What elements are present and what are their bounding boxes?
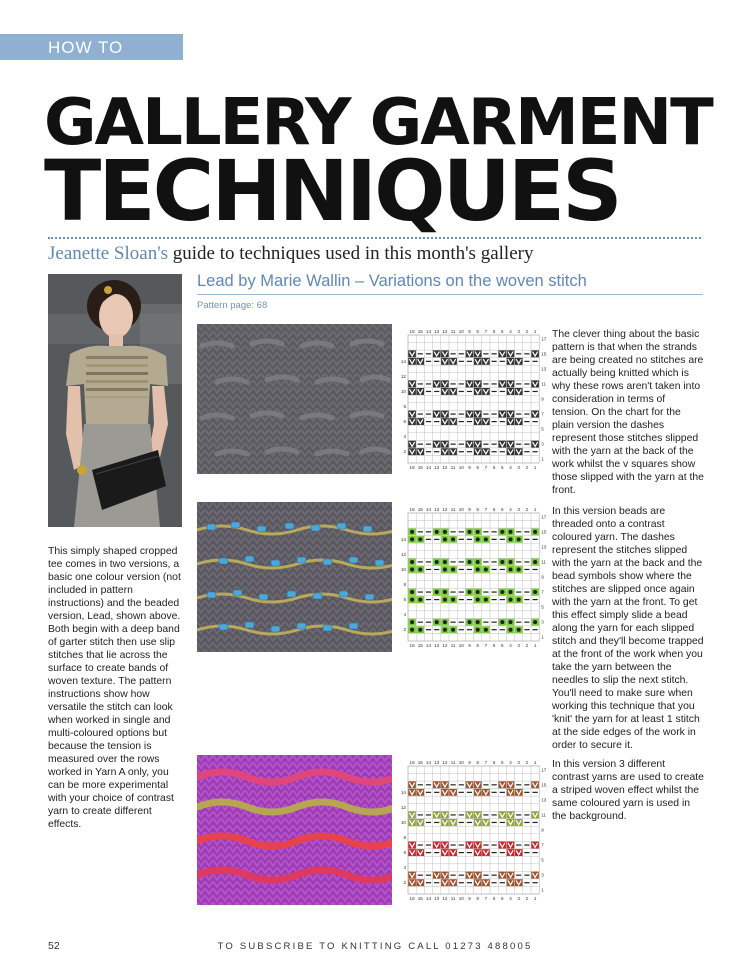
- chart-bead-symbol: [476, 598, 480, 602]
- chart-col-number: 8: [476, 465, 479, 470]
- chart-col-number: 9: [468, 507, 471, 512]
- chart-col-number: 8: [476, 329, 479, 334]
- chart-col-number: 4: [509, 465, 512, 470]
- chart-bead-symbol: [533, 560, 537, 564]
- chart-row-label: 10: [400, 566, 406, 572]
- subtitle: [48, 243, 708, 265]
- chart-col-number: 11: [450, 896, 456, 901]
- chart-col-number: 11: [450, 643, 456, 648]
- chart-bead-symbol: [476, 628, 480, 632]
- chart-bead-symbol: [435, 560, 439, 564]
- chart-col-number: 8: [476, 896, 479, 901]
- chart-row-label: 1: [541, 456, 544, 462]
- chart-bead-symbol: [443, 598, 447, 602]
- chart-col-number: 16: [409, 896, 415, 901]
- chart-row-label: 9: [541, 396, 544, 402]
- chart-col-number: 14: [425, 643, 432, 648]
- chart-col-number: 2: [525, 465, 529, 470]
- chart-col-number: 6: [492, 465, 496, 470]
- chart-col-number: 12: [442, 760, 448, 765]
- chart-col-number: 6: [492, 896, 496, 901]
- chart-col-number: 1: [533, 329, 537, 334]
- chart-bead-symbol: [443, 628, 447, 632]
- version3-text: In this version 3 different contrast yarns are used to create a striped woven effect whilst the same coloured yarn is used in the background.: [552, 759, 704, 822]
- chart-col-number: 1: [533, 507, 537, 512]
- page-number: 52: [48, 940, 60, 952]
- pattern-page-ref: Pattern page: 68: [197, 300, 268, 311]
- chart-bead-symbol: [509, 530, 513, 534]
- chart-col-number: 11: [450, 465, 456, 470]
- chart-row-label: 6: [403, 597, 406, 603]
- chart-bead-symbol: [509, 590, 513, 594]
- chart-bead-symbol: [533, 590, 537, 594]
- chart-bead-symbol: [468, 560, 472, 564]
- chart-row-label: 6: [403, 419, 406, 425]
- chart-row-label: 17: [541, 336, 547, 342]
- chart-bead-symbol: [410, 598, 414, 602]
- chart-col-number: 7: [484, 465, 488, 470]
- chart-col-number: 6: [492, 507, 496, 512]
- chart-col-number: 4: [509, 507, 512, 512]
- chart-col-number: 12: [442, 329, 448, 334]
- chart-row-label: 5: [541, 857, 544, 863]
- chart-col-number: 16: [409, 465, 415, 470]
- chart-col-number: 13: [434, 465, 440, 470]
- chart-col-number: 14: [425, 329, 432, 334]
- chart-col-number: 13: [434, 329, 440, 334]
- chart-bead-symbol: [443, 530, 447, 534]
- chart-col-number: 7: [484, 896, 488, 901]
- chart-col-number: 15: [417, 760, 423, 765]
- chart-col-number: 5: [501, 465, 504, 470]
- chart-bead-symbol: [509, 598, 513, 602]
- chart-col-number: 3: [517, 896, 520, 901]
- chart-row-label: 10: [400, 388, 406, 394]
- chart-bead-symbol: [418, 598, 422, 602]
- chart-col-number: 2: [525, 507, 529, 512]
- garment-heading: Lead by Marie Wallin – Variations on the woven stitch: [197, 272, 703, 295]
- chart-row-label: 6: [403, 850, 406, 856]
- chart-bead-symbol: [410, 537, 414, 541]
- chart-col-number: 1: [533, 760, 537, 765]
- chart-row-label: 11: [541, 381, 546, 387]
- chart-col-number: 6: [492, 643, 496, 648]
- chart-row-label: 8: [403, 835, 406, 841]
- chart-col-number: 3: [517, 643, 520, 648]
- chart-bead-symbol: [509, 620, 513, 624]
- chart-row-label: 13: [541, 797, 547, 803]
- chart-row-label: 5: [541, 426, 544, 432]
- chart-bead-symbol: [451, 537, 455, 541]
- chart-row-label: 3: [541, 441, 544, 447]
- chart-col-number: 2: [525, 760, 529, 765]
- section-tab: HOW TO: [0, 34, 183, 60]
- chart-col-number: 11: [450, 507, 456, 512]
- chart-col-number: 10: [458, 643, 464, 648]
- chart-col-number: 1: [533, 465, 537, 470]
- chart-row-label: 17: [541, 514, 547, 520]
- chart-row-label: 4: [403, 865, 406, 871]
- chart-bead-symbol: [500, 620, 504, 624]
- chart-col-number: 13: [434, 896, 440, 901]
- chart-col-number: 8: [476, 643, 479, 648]
- chart-row-label: 8: [403, 404, 406, 410]
- chart-col-number: 4: [509, 643, 512, 648]
- chart-bead-symbol: [476, 567, 480, 571]
- chart-col-number: 4: [509, 896, 512, 901]
- chart-row-label: 3: [541, 619, 544, 625]
- chart-col-number: 14: [425, 465, 432, 470]
- chart-row-label: 15: [541, 529, 547, 535]
- chart-col-number: 5: [501, 643, 504, 648]
- chart-row-label: 5: [541, 604, 544, 610]
- chart-bead-symbol: [410, 560, 414, 564]
- striped-woven-swatch: [197, 755, 392, 905]
- page-title-line2: TECHNIQUES: [44, 142, 620, 240]
- chart-bead-symbol: [410, 590, 414, 594]
- beaded-version-chart: [398, 505, 550, 653]
- chart-bead-symbol: [476, 537, 480, 541]
- chart-col-number: 13: [434, 643, 440, 648]
- chart-col-number: 10: [458, 760, 464, 765]
- chart-col-number: 3: [517, 329, 520, 334]
- chart-row-label: 14: [400, 358, 406, 364]
- chart-col-number: 10: [458, 329, 464, 334]
- chart-col-number: 9: [468, 896, 471, 901]
- chart-col-number: 11: [450, 760, 456, 765]
- chart-bead-symbol: [476, 560, 480, 564]
- chart-bead-symbol: [484, 628, 488, 632]
- chart-col-number: 4: [509, 760, 512, 765]
- chart-bead-symbol: [517, 567, 521, 571]
- chart-col-number: 1: [533, 643, 537, 648]
- chart-col-number: 12: [442, 507, 448, 512]
- chart-col-number: 15: [417, 329, 423, 334]
- chart-bead-symbol: [476, 620, 480, 624]
- chart-row-label: 13: [541, 366, 547, 372]
- chart-row-label: 2: [403, 880, 406, 886]
- chart-bead-symbol: [418, 567, 422, 571]
- chart-col-number: 12: [442, 643, 448, 648]
- chart-col-number: 10: [458, 465, 464, 470]
- chart-row-label: 12: [400, 804, 406, 810]
- chart-col-number: 15: [417, 465, 423, 470]
- chart-row-label: 7: [541, 411, 544, 417]
- chart-bead-symbol: [410, 620, 414, 624]
- chart-col-number: 2: [525, 329, 529, 334]
- chart-bead-symbol: [451, 567, 455, 571]
- chart-col-number: 7: [484, 760, 488, 765]
- subscribe-footer: TO SUBSCRIBE TO KNITTING CALL 01273 488005: [217, 941, 533, 952]
- chart-bead-symbol: [418, 628, 422, 632]
- chart-bead-symbol: [468, 590, 472, 594]
- chart-col-number: 11: [450, 329, 456, 334]
- chart-row-label: 7: [541, 842, 544, 848]
- chart-bead-symbol: [533, 620, 537, 624]
- chart-col-number: 10: [458, 507, 464, 512]
- chart-bead-symbol: [484, 537, 488, 541]
- chart-bead-symbol: [509, 537, 513, 541]
- chart-bead-symbol: [443, 590, 447, 594]
- chart-bead-symbol: [500, 530, 504, 534]
- plain-version-chart: [398, 327, 550, 475]
- chart-row-label: 11: [541, 559, 546, 565]
- chart-col-number: 10: [458, 896, 464, 901]
- chart-row-label: 4: [403, 434, 406, 440]
- chart-bead-symbol: [435, 530, 439, 534]
- chart-bead-symbol: [517, 628, 521, 632]
- chart-bead-symbol: [443, 567, 447, 571]
- chart-col-number: 9: [468, 329, 471, 334]
- subtitle-author: Jeanette Sloan's: [48, 243, 169, 264]
- chart-col-number: 16: [409, 643, 415, 648]
- chart-col-number: 15: [417, 643, 423, 648]
- chart-col-number: 7: [484, 643, 488, 648]
- chart-bead-symbol: [476, 530, 480, 534]
- chart-col-number: 9: [468, 643, 471, 648]
- chart-bead-symbol: [410, 530, 414, 534]
- plain-woven-swatch: [197, 324, 392, 474]
- chart-bead-symbol: [517, 537, 521, 541]
- chart-row-label: 13: [541, 544, 547, 550]
- chart-row-label: 11: [541, 812, 546, 818]
- chart-col-number: 5: [501, 760, 504, 765]
- chart-col-number: 14: [425, 507, 432, 512]
- chart-bead-symbol: [468, 620, 472, 624]
- chart-col-number: 5: [501, 896, 504, 901]
- subtitle-rest: guide to techniques used in this month's gallery: [168, 243, 534, 264]
- chart-col-number: 4: [509, 329, 512, 334]
- chart-col-number: 12: [442, 896, 448, 901]
- chart-col-number: 9: [468, 465, 471, 470]
- chart-col-number: 13: [434, 760, 440, 765]
- chart-col-number: 3: [517, 507, 520, 512]
- chart-row-label: 14: [400, 789, 406, 795]
- chart-col-number: 15: [417, 896, 423, 901]
- chart-col-number: 16: [409, 507, 415, 512]
- chart-col-number: 8: [476, 507, 479, 512]
- chart-col-number: 12: [442, 465, 448, 470]
- chart-col-number: 16: [409, 329, 415, 334]
- chart-bead-symbol: [435, 620, 439, 624]
- chart-col-number: 5: [501, 507, 504, 512]
- chart-bead-symbol: [443, 537, 447, 541]
- chart-bead-symbol: [484, 567, 488, 571]
- chart-bead-symbol: [500, 560, 504, 564]
- chart-col-number: 2: [525, 896, 529, 901]
- chart-bead-symbol: [451, 598, 455, 602]
- chart-bead-symbol: [443, 560, 447, 564]
- chart-bead-symbol: [500, 590, 504, 594]
- chart-row-label: 9: [541, 574, 544, 580]
- chart-col-number: 3: [517, 465, 520, 470]
- chart-col-number: 8: [476, 760, 479, 765]
- chart-bead-symbol: [410, 567, 414, 571]
- chart-col-number: 1: [533, 896, 537, 901]
- chart-row-label: 17: [541, 767, 547, 773]
- chart-row-label: 7: [541, 589, 544, 595]
- chart-col-number: 16: [409, 760, 415, 765]
- intro-text: This simply shaped cropped tee comes in two versions, a basic one colour version (not included in pattern instructions) and the beaded version, Lead, shown above. Both begin with a deep band of garter stitch then use slip stitches that lie across the surface to create bands of woven texture. The pattern instructions show how versatile the stitch can look when worked in single and multi-coloured options but because the tension is measured over the rows worked in Yarn A only, you can be more experimental with your choice of contrast yarn to create different effects.: [48, 546, 181, 830]
- chart-col-number: 14: [425, 760, 432, 765]
- chart-col-number: 2: [525, 643, 529, 648]
- chart-bead-symbol: [451, 628, 455, 632]
- chart-col-number: 6: [492, 329, 496, 334]
- chart-col-number: 14: [425, 896, 432, 901]
- chart-bead-symbol: [410, 628, 414, 632]
- chart-row-label: 1: [541, 887, 544, 893]
- chart-col-number: 13: [434, 507, 440, 512]
- chart-bead-symbol: [476, 590, 480, 594]
- chart-bead-symbol: [509, 567, 513, 571]
- chart-col-number: 9: [468, 760, 471, 765]
- chart-row-label: 12: [400, 373, 406, 379]
- chart-col-number: 7: [484, 507, 488, 512]
- chart-bead-symbol: [468, 530, 472, 534]
- chart-bead-symbol: [509, 560, 513, 564]
- beaded-woven-swatch: [197, 502, 392, 652]
- chart-row-label: 15: [541, 351, 547, 357]
- chart-row-label: 8: [403, 582, 406, 588]
- chart-col-number: 6: [492, 760, 496, 765]
- chart-row-label: 14: [400, 536, 406, 542]
- chart-row-label: 1: [541, 634, 544, 640]
- chart-bead-symbol: [418, 537, 422, 541]
- chart-bead-symbol: [533, 530, 537, 534]
- chart-bead-symbol: [435, 590, 439, 594]
- model-photo: [48, 274, 182, 527]
- chart-bead-symbol: [443, 620, 447, 624]
- version1-text: The clever thing about the basic pattern is that when the strands are being created no stitches are actually being knitted which is why these rows aren't taken into consideration in terms of tension. On the chart for the plain version the dashes represent those stitches slipped with the yarn at the back of the work whilst the v squares show those slipped with the yarn at the front.: [552, 329, 704, 496]
- chart-row-label: 2: [403, 449, 406, 455]
- chart-col-number: 3: [517, 760, 520, 765]
- chart-row-label: 12: [400, 551, 406, 557]
- chart-bead-symbol: [509, 628, 513, 632]
- version2-text: In this version beads are threaded onto a contrast coloured yarn. The dashes represent the stitches slipped with the yarn at the back and the bead symbols show where the stitches are slipped once again with the yarn at the front. To get this effect simply slide a bead along the yarn for each slipped stitch and they'll become trapped at the front of the work when you take the yarn between the needles to slip the next stitch. You'll need to make sure when working this technique that you 'knit' the yarn for at least 1 stitch at the side edges of the work in order to secure it.: [552, 506, 704, 751]
- page-title-line1: GALLERY GARMENT: [44, 86, 712, 160]
- chart-row-label: 9: [541, 827, 544, 833]
- chart-row-label: 10: [400, 819, 406, 825]
- striped-version-chart: [398, 758, 550, 906]
- chart-row-label: 15: [541, 782, 547, 788]
- chart-col-number: 15: [417, 507, 423, 512]
- chart-col-number: 5: [501, 329, 504, 334]
- dotted-divider: [48, 237, 701, 239]
- chart-row-label: 3: [541, 872, 544, 878]
- chart-bead-symbol: [517, 598, 521, 602]
- chart-row-label: 4: [403, 612, 406, 618]
- chart-row-label: 2: [403, 627, 406, 633]
- chart-col-number: 7: [484, 329, 488, 334]
- chart-bead-symbol: [484, 598, 488, 602]
